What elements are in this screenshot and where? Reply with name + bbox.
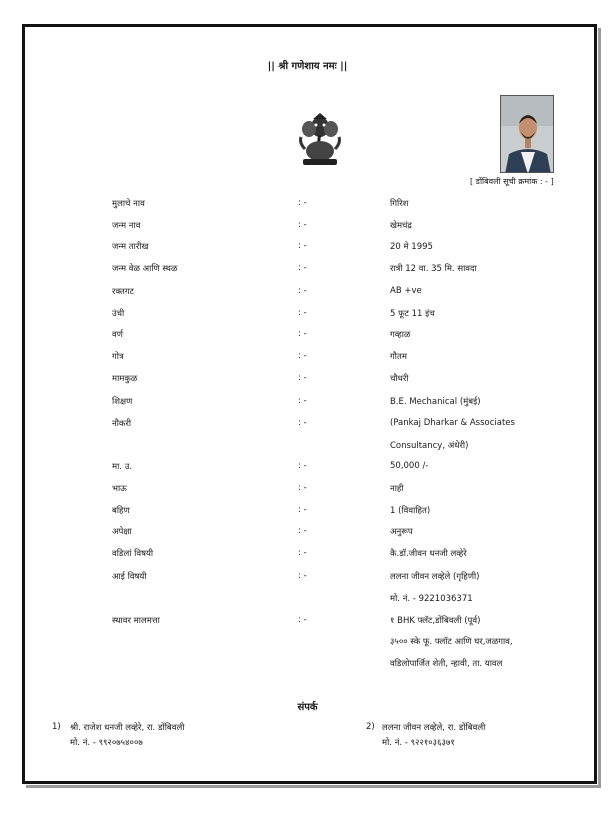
detail-label: रक्तगट xyxy=(112,287,134,297)
detail-separator: : - xyxy=(298,329,307,339)
detail-label: जन्म नाव xyxy=(112,221,141,231)
detail-separator: : - xyxy=(298,373,307,383)
detail-value: कै.डॉ.जीवन धनजी लव्हेरे xyxy=(390,549,467,559)
detail-label: नौकरी xyxy=(112,419,132,429)
detail-separator: : - xyxy=(298,461,307,471)
detail-value: ललना जीवन लव्हेले (गृहिणी) xyxy=(390,572,480,582)
detail-label: शिक्षण xyxy=(112,397,133,407)
detail-label: जन्म वेळ आणि स्थळ xyxy=(112,264,178,274)
detail-label: स्थावर मालमत्ता xyxy=(112,616,160,626)
contact-number: 1) xyxy=(52,722,61,732)
detail-separator: : - xyxy=(298,526,307,536)
detail-value: AB +ve xyxy=(390,286,422,296)
ganesha-icon xyxy=(295,113,345,169)
detail-label: गोत्र xyxy=(112,352,124,362)
detail-separator: : - xyxy=(298,351,307,361)
detail-label: आई विषयी xyxy=(112,572,147,582)
detail-label: भाऊ xyxy=(112,484,127,494)
detail-value: चौधरी xyxy=(390,374,409,384)
detail-separator: : - xyxy=(298,548,307,558)
detail-separator: : - xyxy=(298,220,307,230)
contact-heading: संपर्क xyxy=(297,702,318,713)
detail-value: 1 (विवाहित) xyxy=(390,506,431,516)
invocation-heading: || श्री गणेशाय नमः || xyxy=(267,61,348,72)
detail-label: जन्म तारीख xyxy=(112,242,149,252)
detail-separator: : - xyxy=(298,308,307,318)
detail-value: गिरिश xyxy=(390,199,409,209)
contact-number: 2) xyxy=(366,722,375,732)
detail-label: बहिण xyxy=(112,506,130,516)
detail-separator: : - xyxy=(298,571,307,581)
detail-label: वडिलां विषयी xyxy=(112,549,154,559)
detail-label: मुलाचे नाव xyxy=(112,199,145,209)
detail-label: मामकुळ xyxy=(112,374,138,384)
detail-separator: : - xyxy=(298,263,307,273)
detail-separator: : - xyxy=(298,198,307,208)
detail-separator: : - xyxy=(298,286,307,296)
detail-value: 20 मे 1995 xyxy=(390,242,433,252)
detail-label: मा. उ. xyxy=(112,462,133,472)
detail-value: 50,000 /- xyxy=(390,461,429,471)
detail-value-continued: ३५०० स्के फू. फ्लॉट आणि घर,जळगाव, xyxy=(390,637,513,647)
detail-value-continued: वडिलोपार्जित शेती, न्हावी, ता. यावल xyxy=(390,659,503,669)
groom-photo xyxy=(500,95,554,173)
detail-value: १ BHK फ्लॅट,डोंबिवली (पूर्व) xyxy=(390,616,481,626)
detail-value: गव्हाळ xyxy=(390,330,411,340)
contact-name: ललना जीवन लव्हेले, रा. डोंबिवली xyxy=(382,723,486,733)
detail-value-continued: Consultancy, अंधेरी) xyxy=(390,441,469,451)
detail-label: अपेक्षा xyxy=(112,527,132,537)
list-number: [ डोंबिवली सूची क्रमांक : - ] xyxy=(470,177,554,186)
contact-name: श्री. राजेश धनजी लव्हेरे, रा. डोंबिवली xyxy=(70,723,185,733)
detail-value: नाही xyxy=(390,484,404,494)
detail-separator: : - xyxy=(298,505,307,515)
contact-phone: मो. नं. - ९२२१०३६३७१ xyxy=(382,738,455,748)
detail-separator: : - xyxy=(298,396,307,406)
detail-value: अनुरूप xyxy=(390,527,413,537)
detail-value: खेमचंद्र xyxy=(390,221,412,231)
detail-value-continued: मो. नं. - 9221036371 xyxy=(390,594,473,604)
detail-label: उंची xyxy=(112,309,125,319)
detail-label: वर्ण xyxy=(112,330,123,340)
detail-separator: : - xyxy=(298,241,307,251)
detail-separator: : - xyxy=(298,483,307,493)
detail-value: 5 फूट 11 इंच xyxy=(390,309,435,319)
detail-value: (Pankaj Dharkar & Associates xyxy=(390,418,515,428)
detail-separator: : - xyxy=(298,615,307,625)
contact-phone: मो. नं. - ९९२०७५४००७ xyxy=(70,738,143,748)
detail-value: B.E. Mechanical (मुंबई) xyxy=(390,397,481,407)
detail-separator: : - xyxy=(298,418,307,428)
detail-value: गौतम xyxy=(390,352,407,362)
detail-value: रात्री 12 वा. 35 मि. सावदा xyxy=(390,264,477,274)
